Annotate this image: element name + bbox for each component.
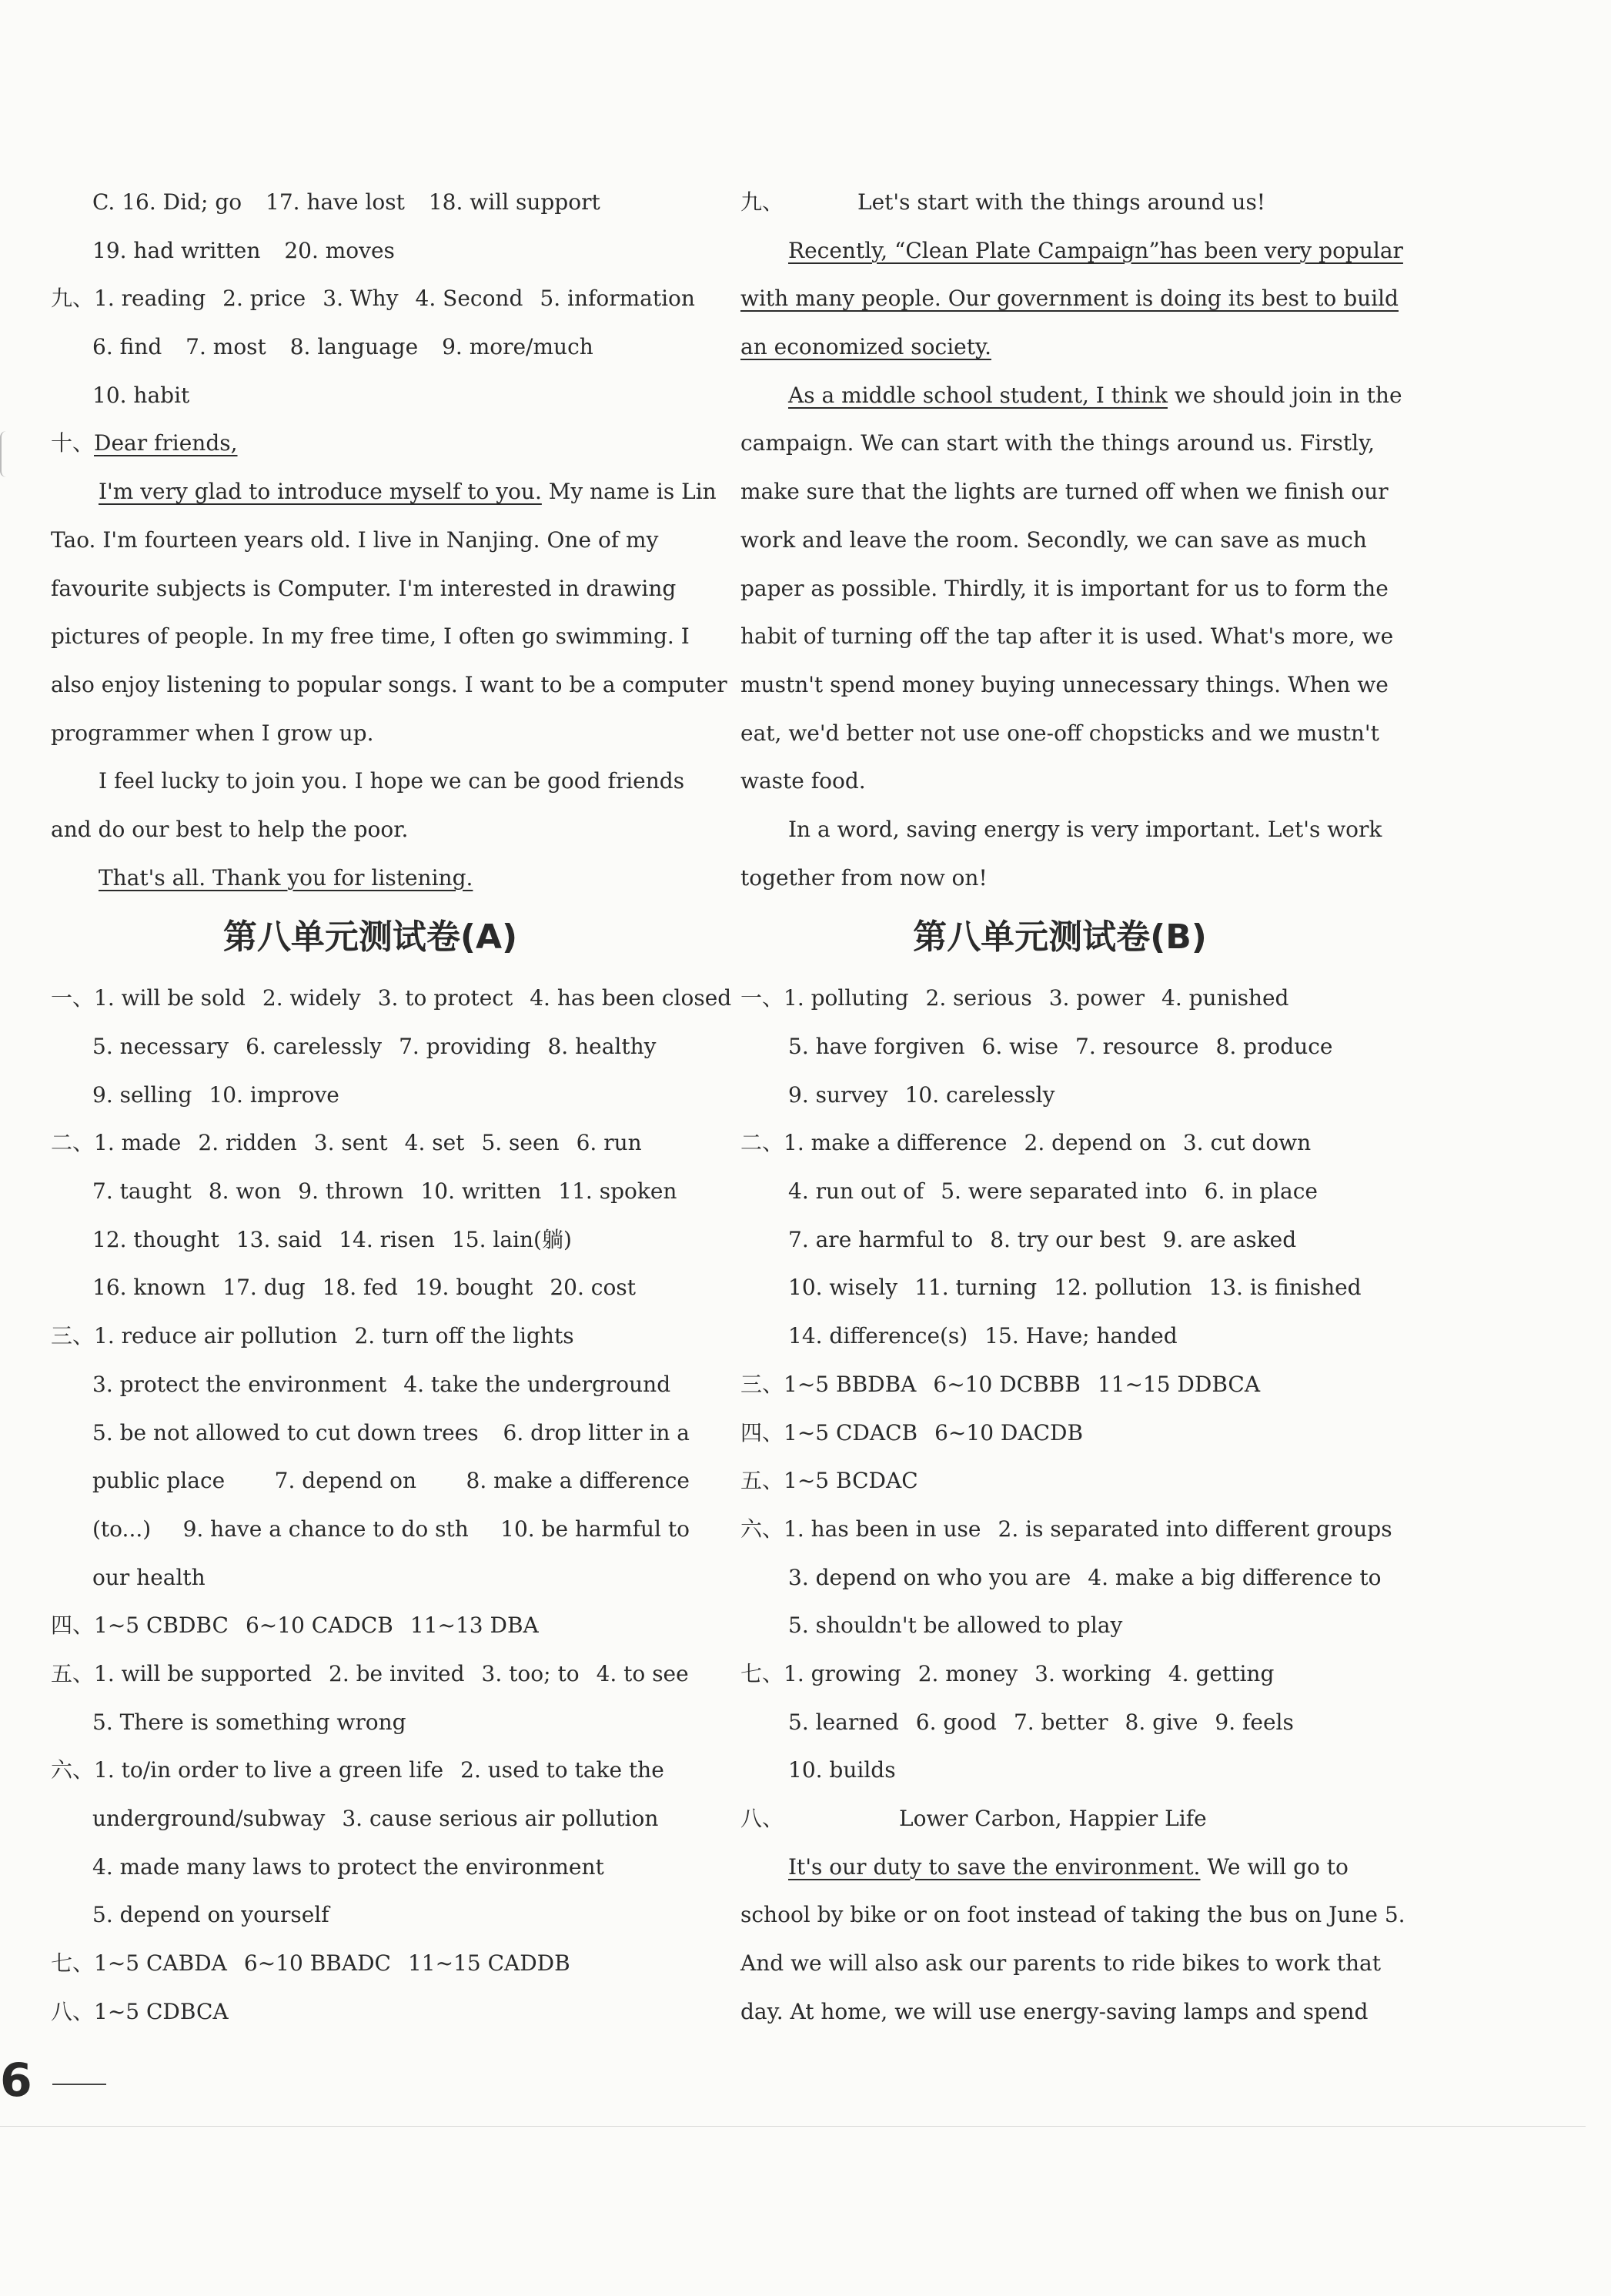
answer-line: 10. wisely 11. turning 12. pollution 13. is finished — [788, 1275, 1362, 1301]
essay-title: Let's start with the things around us! — [857, 189, 1266, 215]
section-one: 一、1. will be sold 2. widely 3. to protect 4. has been closed — [51, 985, 732, 1011]
essay-line: eat, we'd better not use one-off chopsticks and we mustn't — [740, 720, 1379, 746]
answer-line: 12. thought 13. said 14. risen 15. lain(躺) — [92, 1226, 572, 1252]
section-six: 六、1. to/in order to live a green life 2. used to take the — [51, 1757, 664, 1783]
answer-line: 14. difference(s) 15. Have; handed — [788, 1323, 1178, 1349]
answer-line: 3. protect the environment 4. take the underground — [92, 1371, 671, 1397]
essay-line: In a word, saving energy is very important. Let's work — [788, 816, 1382, 842]
essay-line: programmer when I grow up. — [51, 720, 374, 746]
answer-line: 7. taught 8. won 9. thrown 10. written 11. spoken — [92, 1178, 677, 1205]
essay-line — [51, 854, 690, 903]
essay-line: favourite subjects is Computer. I'm interested in drawing — [51, 575, 677, 601]
page-number: 6 — [0, 2054, 32, 2107]
answer-line: 5. have forgiven 6. wise 7. resource 8. produce — [788, 1034, 1333, 1059]
page-number-rule — [52, 2084, 106, 2085]
essay-title: Lower Carbon, Happier Life — [899, 1806, 1207, 1831]
answer-line: 5. depend on yourself — [92, 1902, 329, 1928]
right-column — [740, 179, 1405, 2036]
essay-line: work and leave the room. Secondly, we can save as much — [740, 526, 1367, 553]
essay-line: It's our duty to save the environment. We will go to — [788, 1853, 1349, 1880]
essay-line: together from now on! — [740, 864, 988, 891]
section-four: 四、1~5 CDACB 6~10 DACDB — [740, 1419, 1084, 1445]
essay-line: I feel lucky to join you. I hope we can be good friends — [99, 768, 685, 794]
answer-line: 3. depend on who you are 4. make a big difference to — [788, 1564, 1382, 1590]
answer-line: 10. builds — [788, 1757, 896, 1783]
essay-line: an economized society. — [740, 334, 991, 360]
answer-line: 6. find 7. most 8. language 9. more/much — [92, 334, 593, 360]
essay-line: school by bike or on foot instead of taking the bus on June 5. — [740, 1902, 1405, 1928]
essay-line: make sure that the lights are turned off when we finish our — [740, 479, 1389, 505]
left-column — [51, 179, 732, 2036]
section-three: 三、1~5 BBDBA 6~10 DCBBB 11~15 DDBCA — [740, 1371, 1261, 1397]
essay-line: campaign. We can start with the things around us. Firstly, — [740, 430, 1375, 456]
answer-line: 5. necessary 6. carelessly 7. providing 8. healthy — [92, 1034, 657, 1059]
essay-line: day. At home, we will use energy-saving lamps and spend — [740, 1998, 1369, 2024]
answer-line: 19. had written 20. moves — [92, 237, 395, 263]
answer-line: our health — [92, 1564, 206, 1590]
essay-line: also enjoy listening to popular songs. I want to be a computer — [51, 671, 727, 697]
section-one: 一、1. polluting 2. serious 3. power 4. punished — [740, 985, 1289, 1011]
essay-line: with many people. Our government is doing its best to build — [740, 286, 1399, 312]
essay-heading: 九、 Let's start with the things around us! — [740, 189, 1266, 215]
margin-mark — [0, 431, 12, 477]
answer-line: 4. made many laws to protect the environment — [92, 1853, 604, 1880]
essay-line: habit of turning off the tap after it is used. What's more, we — [740, 623, 1394, 650]
answer-line: 5. be not allowed to cut down trees 6. drop litter in a — [92, 1419, 690, 1445]
answer-line: public place 7. depend on 8. make a difference — [92, 1468, 690, 1494]
essay-line: Tao. I'm fourteen years old. I live in Nanjing. One of my — [51, 526, 659, 553]
section-five: 五、1. will be supported 2. be invited 3. too; to 4. to see — [51, 1660, 689, 1686]
section-seven: 七、1~5 CABDA 6~10 BBADC 11~15 CADDB — [51, 1950, 570, 1977]
bottom-rule — [0, 2126, 1586, 2127]
answer-line: (to...) 9. have a chance to do sth 10. be harmful to — [92, 1516, 690, 1542]
essay-line: pictures of people. In my free time, I often go swimming. I — [51, 623, 690, 650]
test-b-title: 第八单元测试卷(B) — [913, 917, 1207, 958]
test-a-title: 第八单元测试卷(A) — [222, 917, 518, 958]
essay-line: As a middle school student, I think we should join in the — [788, 382, 1402, 408]
answer-line: 9. selling 10. improve — [92, 1081, 339, 1108]
answer-line: 5. There is something wrong — [92, 1709, 406, 1735]
answer-line: 7. are harmful to 8. try our best 9. are asked — [788, 1226, 1297, 1252]
essay-line: And we will also ask our parents to ride bikes to work that — [740, 1950, 1382, 1977]
section-two: 二、1. make a difference 2. depend on 3. cut down — [740, 1130, 1312, 1156]
section-heading: 十、 — [51, 430, 95, 456]
section-eight: 八、 Lower Carbon, Happier Life — [740, 1806, 1207, 1831]
section-four: 四、1~5 CBDBC 6~10 CADCB 11~13 DBA — [51, 1613, 539, 1639]
section-two: 二、1. made 2. ridden 3. sent 4. set 5. seen 6. run — [51, 1130, 642, 1156]
letter-closing: That's all. Thank you for listening. — [99, 864, 473, 891]
section-nine: 九、1. reading 2. price 3. Why 4. Second 5. information — [51, 275, 690, 323]
section-eight: 八、1~5 CDBCA — [51, 1998, 229, 2024]
answer-line: 10. habit — [92, 382, 190, 408]
essay-line: waste food. — [740, 768, 866, 794]
answer-line: C. 16. Did; go 17. have lost 18. will support — [92, 189, 600, 215]
essay-line: paper as possible. Thirdly, it is important for us to form the — [740, 575, 1389, 601]
letter-greeting: Dear friends, — [94, 430, 238, 456]
answer-line: 9. survey 10. carelessly — [788, 1081, 1055, 1108]
answer-line: 4. run out of 5. were separated into 6. in place — [788, 1178, 1318, 1205]
section-three: 三、1. reduce air pollution 2. turn off the lights — [51, 1323, 574, 1349]
section-heading: 九、 — [51, 286, 95, 312]
answer-line: 5. shouldn't be allowed to play — [788, 1613, 1123, 1639]
section-six: 六、1. has been in use 2. is separated into different groups — [740, 1516, 1392, 1542]
section-five: 五、1~5 BCDAC — [740, 1468, 918, 1494]
essay-line: Recently, “Clean Plate Campaign”has been very popular — [788, 237, 1403, 263]
answer-line: underground/subway 3. cause serious air pollution — [92, 1806, 659, 1831]
essay-line: mustn't spend money buying unnecessary things. When we — [740, 671, 1389, 697]
essay-line: and do our best to help the poor. — [51, 816, 409, 842]
section-seven: 七、1. growing 2. money 3. working 4. getting — [740, 1660, 1275, 1686]
section-ten — [51, 419, 690, 468]
essay-line: I'm very glad to introduce myself to you. My name is Lin — [99, 479, 717, 505]
answer-line: 5. learned 6. good 7. better 8. give 9. feels — [788, 1709, 1294, 1735]
answer-line: 16. known 17. dug 18. fed 19. bought 20. cost — [92, 1275, 636, 1301]
